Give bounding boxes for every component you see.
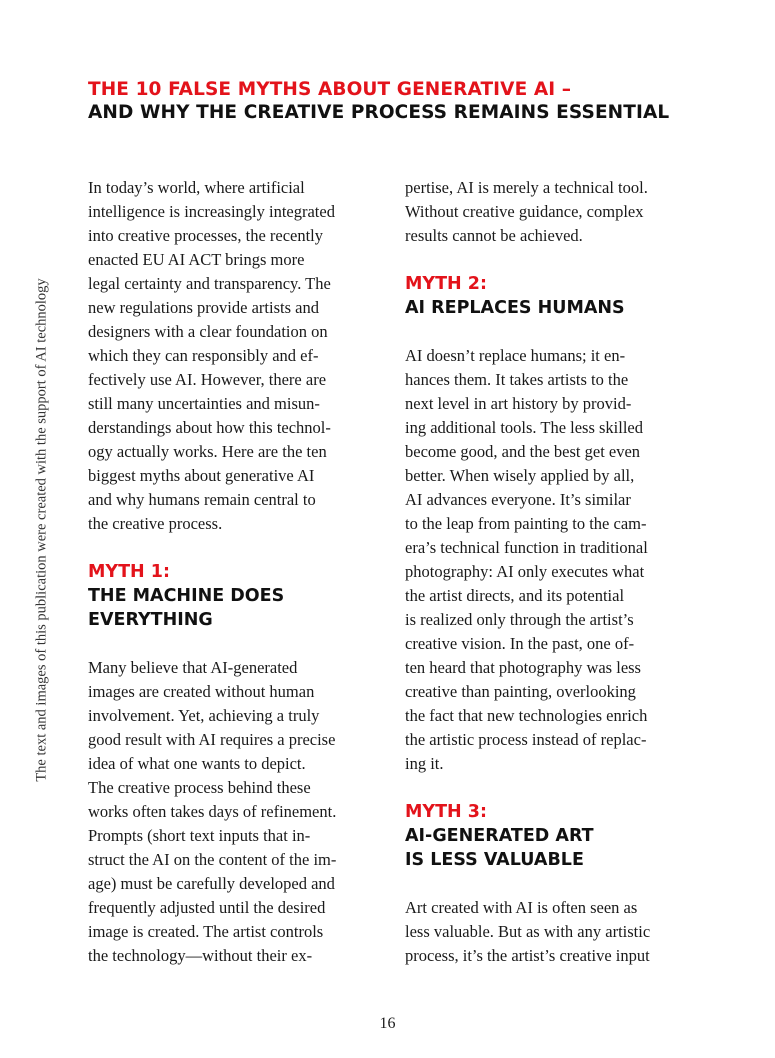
right-column	[405, 176, 695, 968]
myth-1-title: THE MACHINE DOES EVERYTHING	[88, 586, 285, 630]
myth-2-body: AI doesn’t replace humans; it en- hances them. It takes artists to the next level in art history by provid- ing additional tools. The less skilled become good, and the best get even better. When wisely applied by all, AI advances everyone. It’s similar to the leap from painting to the cam- era’s technical function in traditional photography: AI only executes what the artist directs, and its potential is realized only through the artist’s creative vision. In the past, one of- ten heard that photography was less creative than painting, overlooking the fact that new technologies enrich the artistic process instead of replac- ing it.	[405, 346, 648, 773]
myth-1-body: Many believe that AI-generated images are created without human involvement. Yet, achieving a truly good result with AI requires a precise idea of what one wants to depict. The creative process behind these works often takes days of refinement. Prompts (short text inputs that in- struct the AI on the content of the im- age) must be carefully developed and frequently adjusted until the desired image is created. The artist controls the technology—without their ex-	[88, 658, 337, 965]
page-title-line-2: AND WHY THE CREATIVE PROCESS REMAINS ESSENTIAL	[88, 102, 670, 123]
left-column	[88, 176, 378, 968]
myth-3-body: Art created with AI is often seen as less valuable. But as with any artistic process, it’s the artist’s creative input	[405, 898, 651, 965]
page-number: 16	[379, 1015, 396, 1032]
myth-2-heading	[405, 272, 695, 320]
myth-3-heading	[405, 800, 695, 872]
page-title	[88, 78, 748, 124]
intro-paragraph: In today’s world, where artificial intelligence is increasingly integrated into creative processes, the recently enacted EU AI ACT brings more legal certainty and transparency. The new regulations provide artists and designers with a clear foundation on which they can responsibly and ef- fectively use AI. However, there are still many uncertainties and misun- derstandings about how this technol- ogy actually works. Here are the ten biggest myths about generative AI and why humans remain central to the creative process.	[88, 178, 335, 533]
page-title-line-1: THE 10 FALSE MYTHS ABOUT GENERATIVE AI –	[88, 79, 572, 100]
myth-2-number: MYTH 2:	[405, 274, 487, 294]
myth-3-title: AI-GENERATED ART IS LESS VALUABLE	[405, 826, 594, 870]
myth-1-body-continued: pertise, AI is merely a technical tool. Without creative guidance, complex results cannot be achieved.	[405, 178, 648, 245]
myth-1-heading	[88, 560, 378, 632]
myth-1-number: MYTH 1:	[88, 562, 170, 582]
myth-2-title: AI REPLACES HUMANS	[405, 298, 625, 318]
side-note: The text and images of this publication were created with the support of AI technology	[33, 278, 50, 782]
myth-3-number: MYTH 3:	[405, 802, 487, 822]
